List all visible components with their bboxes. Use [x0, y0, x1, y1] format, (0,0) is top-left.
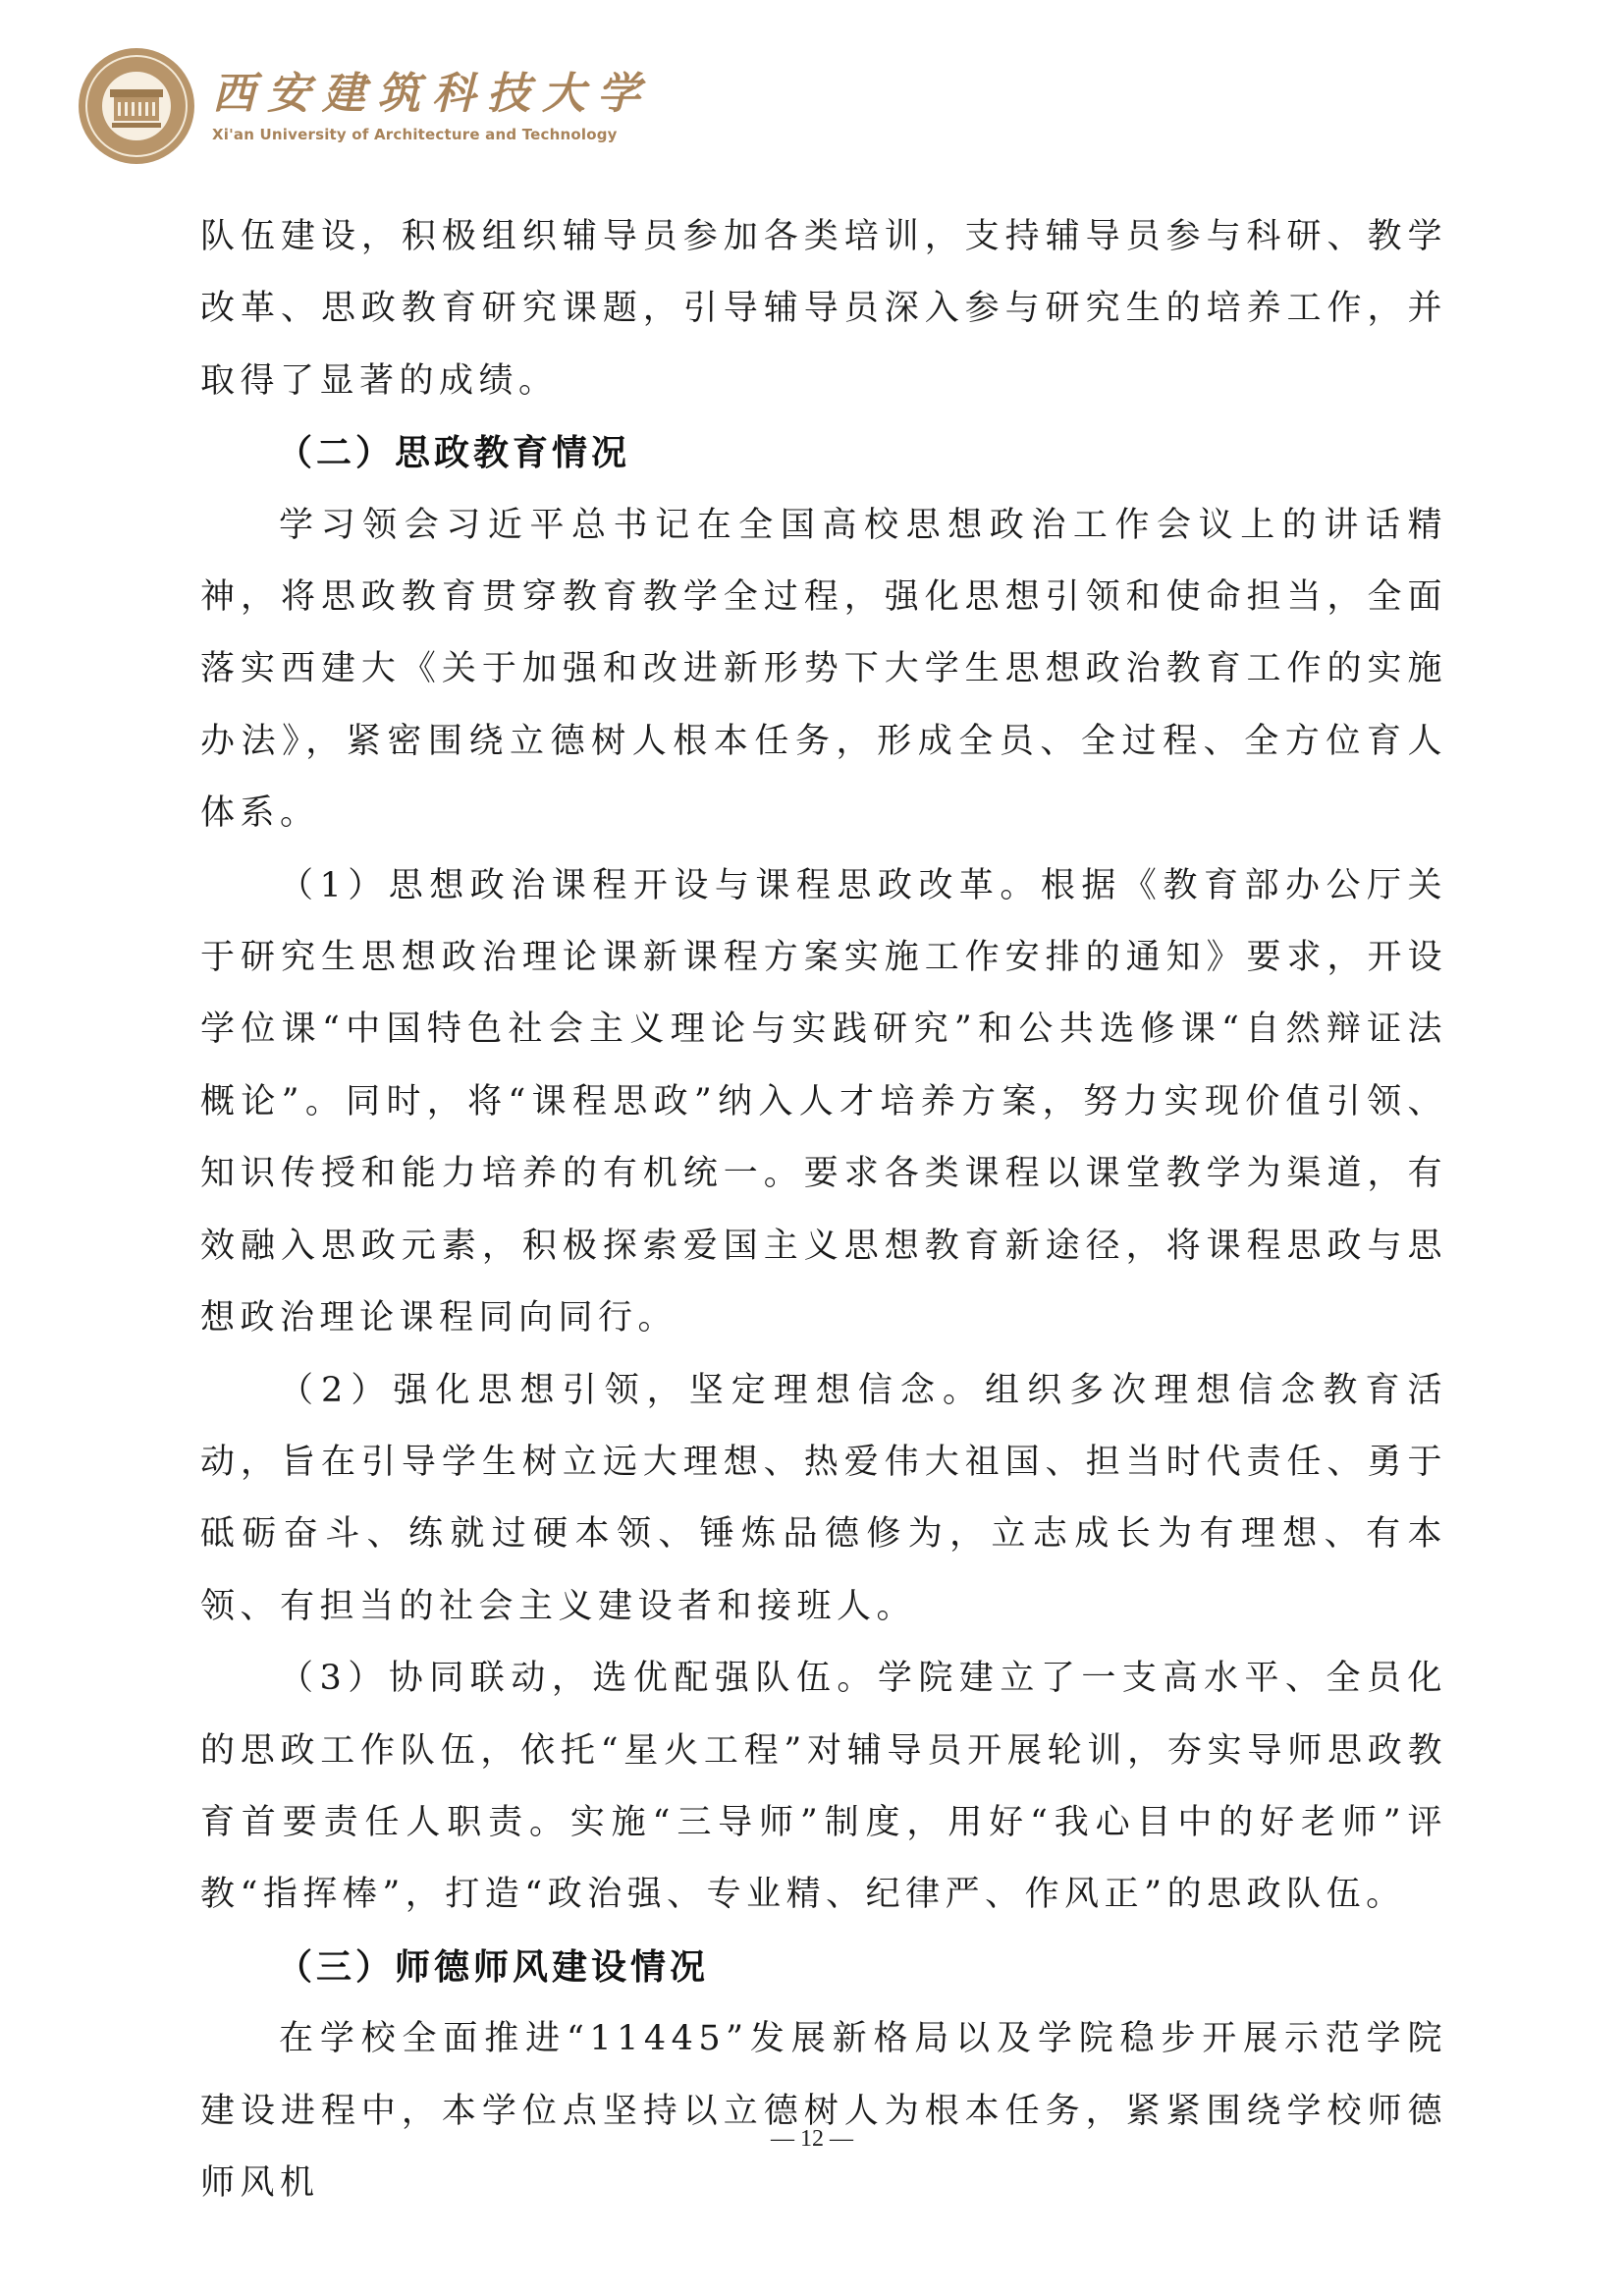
university-brand — [212, 69, 652, 143]
paragraph-teacher-ethics: 在学校全面推进“11445”发展新格局以及学院稳步开展示范学院建设进程中，本学位点坚持以立德树人为根本任务，紧紧围绕学校师德师风机 — [200, 2019, 1447, 2203]
seal-building-emblem — [102, 72, 171, 140]
section-heading-teacher-ethics: （三）师德师风建设情况 — [277, 1946, 710, 1988]
paragraph-item-3: （3）协同联动，选优配强队伍。学院建立了一支高水平、全员化的思政工作队伍，依托“星火工程”对辅导员开展轮训，夯实导师思政教育首要责任人职责。实施“三导师”制度，用好“我心目中的好老师”评教“指挥棒”，打造“政治强、专业精、纪律严、作风正”的思政队伍。 — [200, 1659, 1447, 1915]
paragraph-item-1: （1）思想政治课程开设与课程思政改革。根据《教育部办公厅关于研究生思想政治理论课新课程方案实施工作安排的通知》要求，开设学位课“中国特色社会主义理论与实践研究”和公共选修课“自然辩证法概论”。同时，将“课程思政”纳入人才培养方案，努力实现价值引领、知识传授和能力培养的有机统一。要求各类课程以课堂教学为渠道，有效融入思政元素，积极探索爱国主义思想教育新途径，将课程思政与思想政治理论课程同向同行。 — [200, 865, 1447, 1339]
university-seal-logo — [79, 48, 194, 164]
paragraph-continued: 队伍建设，积极组织辅导员参加各类培训，支持辅导员参与科研、教学改革、思政教育研究课题，引导辅导员深入参与研究生的培养工作，并取得了显著的成绩。 — [200, 217, 1447, 401]
paragraph-item-2: （2）强化思想引领，坚定理想信念。组织多次理想信念教育活动，旨在引导学生树立远大理想、热爱伟大祖国、担当时代责任、勇于砥砺奋斗、练就过硬本领、锤炼品德修为，立志成长为有理想、有本领、有担当的社会主义建设者和接班人。 — [200, 1370, 1447, 1626]
page-number: — 12 — — [771, 2126, 853, 2152]
university-name-cn: 西安建筑科技大学 — [212, 69, 652, 119]
page-header — [79, 47, 652, 165]
university-name-en: Xi'an University of Architecture and Technology — [212, 126, 618, 143]
paragraph-intro: 学习领会习近平总书记在全国高校思想政治工作会议上的讲话精神，将思政教育贯穿教育教学全过程，强化思想引领和使命担当，全面落实西建大《关于加强和改进新形势下大学生思想政治教育工作的实施办法》，紧密围绕立德树人根本任务，形成全员、全过程、全方位育人体系。 — [200, 505, 1447, 834]
document-body — [200, 201, 1447, 2219]
section-heading-ideological-education: （二）思政教育情况 — [277, 433, 631, 474]
